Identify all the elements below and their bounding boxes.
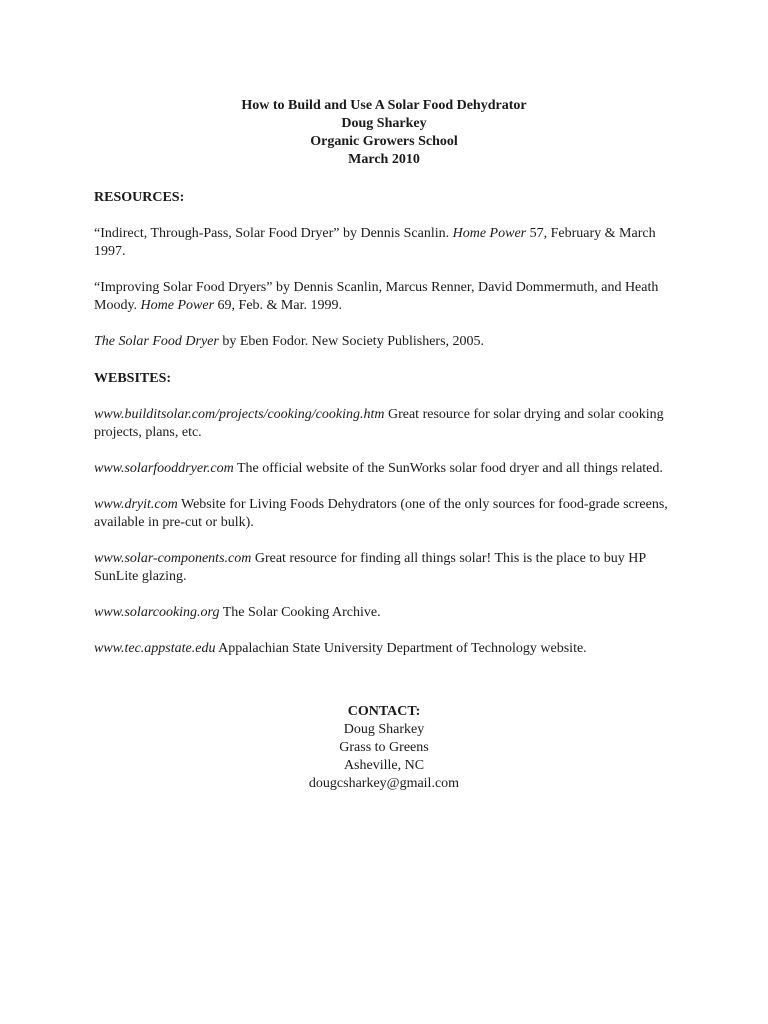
resource-publication: Home Power	[452, 226, 527, 241]
website-item	[94, 406, 674, 442]
resources-heading: RESOURCES:	[94, 190, 185, 205]
resource-details: 69, Feb. & Mar. 1999.	[214, 298, 342, 313]
website-description: Website for Living Foods Dehydrators (one of the only sources for food-grade screens, available in pre-cut or bulk).	[94, 497, 668, 530]
website-url[interactable]: www.solar-components.com	[94, 551, 252, 566]
website-url[interactable]: www.solarfooddryer.com	[94, 461, 234, 476]
website-item	[94, 604, 674, 622]
resource-item	[94, 225, 674, 261]
website-url[interactable]: www.solarcooking.org	[94, 605, 220, 620]
document-header	[94, 97, 674, 169]
website-item	[94, 550, 674, 586]
website-item	[94, 460, 674, 478]
resource-text: “Improving Solar Food Dryers” by Dennis Scanlin, Marcus Renner, David Dommermuth, and Heath Moody.	[94, 280, 659, 313]
website-description: Great resource for finding all things solar! This is the place to buy HP SunLite glazing.	[94, 551, 646, 584]
resource-item	[94, 333, 674, 351]
website-description: Great resource for solar drying and solar cooking projects, plans, etc.	[94, 407, 664, 440]
resource-book-title: The Solar Food Dryer	[94, 334, 219, 349]
resource-text: “Indirect, Through-Pass, Solar Food Dryer” by Dennis Scanlin.	[94, 226, 453, 241]
resource-details: by Eben Fodor. New Society Publishers, 2005.	[218, 334, 485, 349]
resource-item	[94, 279, 674, 315]
author-name: Doug Sharkey	[341, 116, 427, 131]
website-url[interactable]: www.tec.appstate.edu	[94, 641, 216, 656]
websites-list	[94, 406, 674, 658]
website-item	[94, 496, 674, 532]
website-url[interactable]: www.builditsolar.com/projects/cooking/cooking.htm	[94, 407, 385, 422]
document-date: March 2010	[348, 152, 420, 167]
organization-name: Organic Growers School	[310, 134, 458, 149]
website-description: The Solar Cooking Archive.	[219, 605, 381, 620]
contact-block	[94, 703, 674, 793]
resource-publication: Home Power	[140, 298, 215, 313]
contact-email[interactable]: dougcsharkey@gmail.com	[308, 776, 460, 791]
contact-name: Doug Sharkey	[343, 722, 425, 737]
websites-heading: WEBSITES:	[94, 371, 172, 386]
contact-location: Asheville, NC	[343, 758, 425, 773]
resource-details: 57, February & March 1997.	[94, 226, 656, 259]
resources-list	[94, 225, 674, 351]
website-item	[94, 640, 674, 658]
document-page	[94, 97, 674, 793]
website-url[interactable]: www.dryit.com	[94, 497, 178, 512]
website-description: Appalachian State University Department of Technology website.	[215, 641, 587, 656]
contact-heading: CONTACT:	[347, 704, 421, 719]
document-title: How to Build and Use A Solar Food Dehydrator	[241, 98, 527, 113]
website-description: The official website of the SunWorks solar food dryer and all things related.	[233, 461, 663, 476]
contact-company: Grass to Greens	[339, 740, 429, 755]
